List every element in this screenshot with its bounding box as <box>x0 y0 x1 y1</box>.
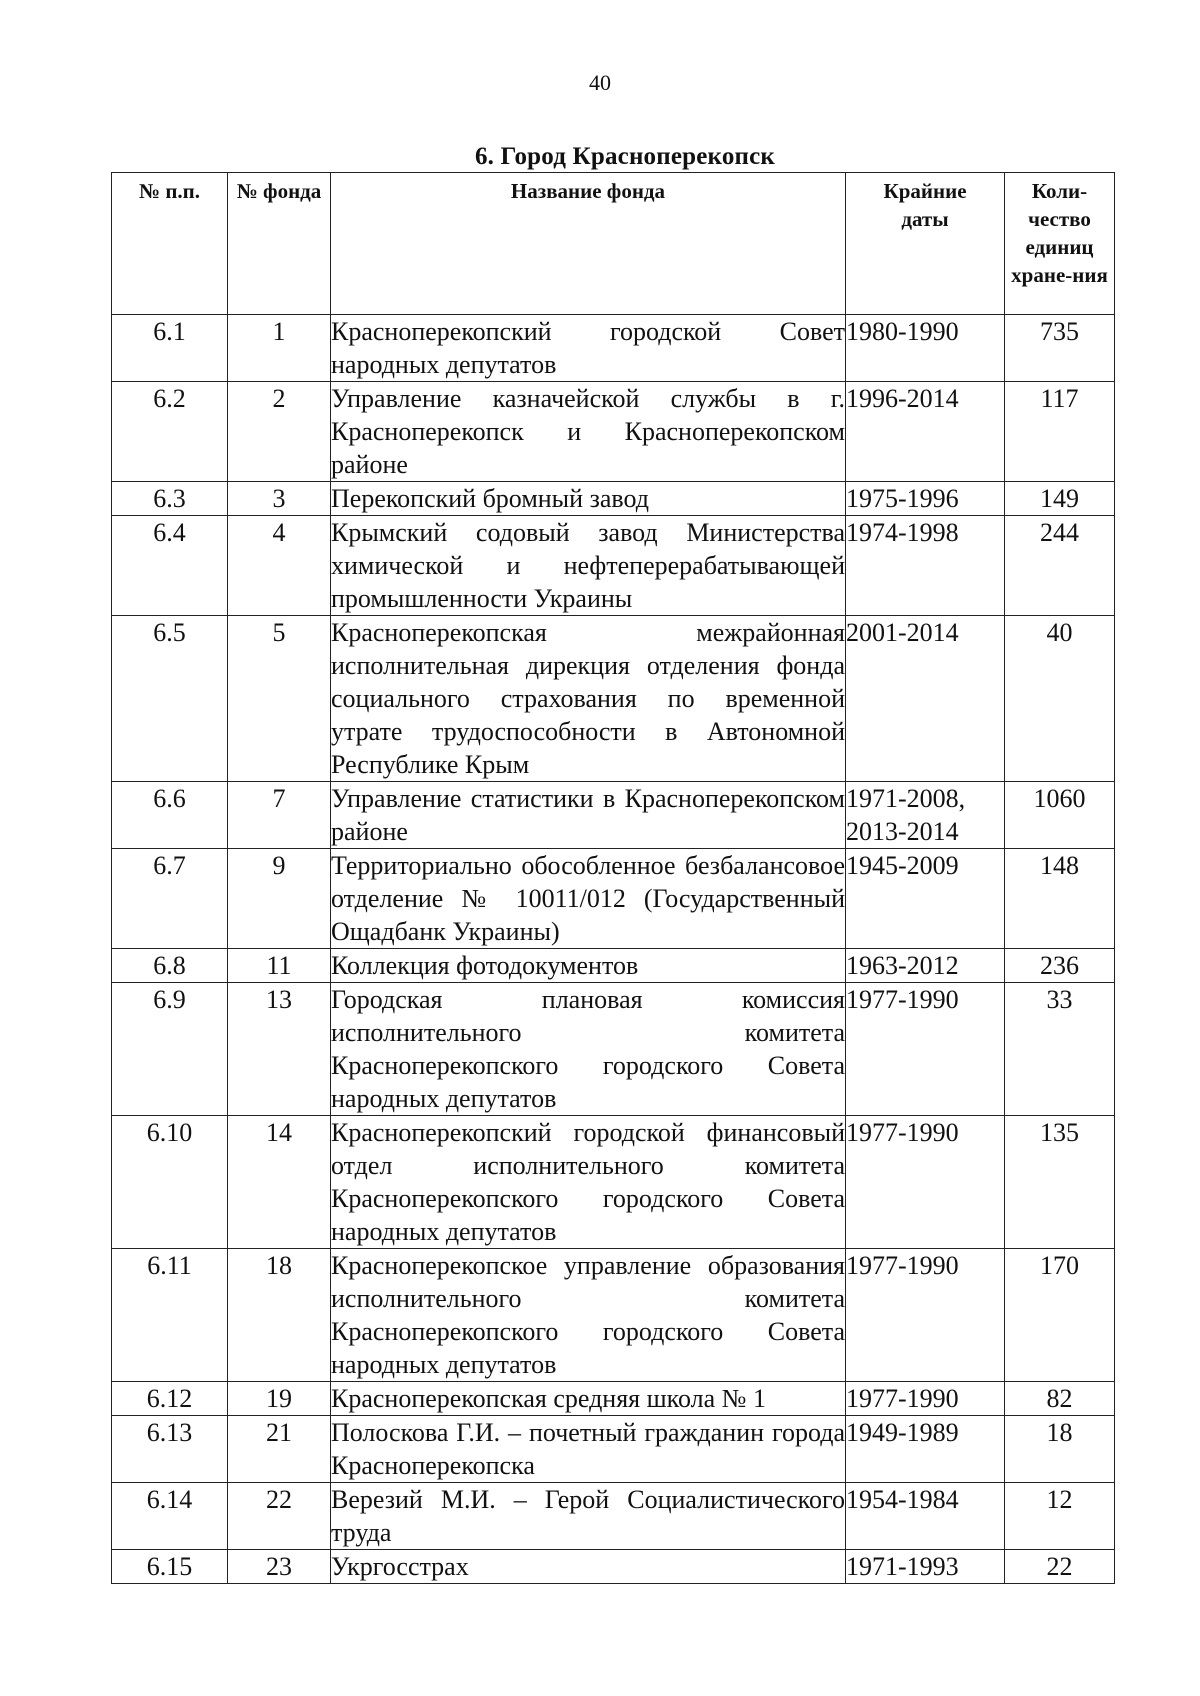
cell-fund-name: Красноперекопская межрайонная исполнительная дирекция отделения фонда социального страхования по временной утрате трудоспособности в Автономной Республике Крым <box>331 616 846 782</box>
table-row <box>112 616 1115 782</box>
cell-fund: 4 <box>228 516 331 616</box>
fonds-table <box>111 172 1115 1584</box>
cell-quantity: 18 <box>1005 1416 1115 1483</box>
table-row <box>112 1550 1115 1584</box>
cell-fund-name: Красноперекопское управление образования исполнительного комитета Красноперекопского городского Совета народных депутатов <box>331 1249 846 1382</box>
cell-quantity: 148 <box>1005 849 1115 949</box>
cell-num: 6.5 <box>112 616 228 782</box>
cell-dates: 1977-1990 <box>846 1249 1005 1382</box>
table-row <box>112 1483 1115 1550</box>
cell-num: 6.14 <box>112 1483 228 1550</box>
table-row <box>112 849 1115 949</box>
cell-quantity: 12 <box>1005 1483 1115 1550</box>
cell-quantity: 82 <box>1005 1382 1115 1416</box>
cell-num: 6.9 <box>112 983 228 1116</box>
header-fund: № фонда <box>228 173 331 315</box>
page-number: 40 <box>589 70 611 95</box>
cell-fund: 1 <box>228 315 331 382</box>
cell-fund: 13 <box>228 983 331 1116</box>
cell-quantity: 1060 <box>1005 782 1115 849</box>
cell-fund: 21 <box>228 1416 331 1483</box>
cell-dates: 2001-2014 <box>846 616 1005 782</box>
cell-quantity: 117 <box>1005 382 1115 482</box>
cell-fund-name: Городская плановая комиссия исполнительного комитета Красноперекопского городского Совета народных депутатов <box>331 983 846 1116</box>
cell-num: 6.15 <box>112 1550 228 1584</box>
cell-dates: 1977-1990 <box>846 1382 1005 1416</box>
cell-dates: 1977-1990 <box>846 983 1005 1116</box>
cell-quantity: 22 <box>1005 1550 1115 1584</box>
table-row <box>112 382 1115 482</box>
cell-fund-name: Коллекция фотодокументов <box>331 949 846 983</box>
cell-dates: 1974-1998 <box>846 516 1005 616</box>
cell-num: 6.4 <box>112 516 228 616</box>
cell-dates: 1954-1984 <box>846 1483 1005 1550</box>
cell-fund: 19 <box>228 1382 331 1416</box>
cell-dates: 1996-2014 <box>846 382 1005 482</box>
cell-num: 6.10 <box>112 1116 228 1249</box>
cell-fund-name: Крымский содовый завод Министерства химической и нефтеперерабатывающей промышленности Украины <box>331 516 846 616</box>
cell-quantity: 735 <box>1005 315 1115 382</box>
cell-quantity: 149 <box>1005 482 1115 516</box>
cell-fund-name: Укргосстрах <box>331 1550 846 1584</box>
cell-dates: 1980-1990 <box>846 315 1005 382</box>
cell-dates: 1949-1989 <box>846 1416 1005 1483</box>
cell-fund-name: Перекопский бромный завод <box>331 482 846 516</box>
cell-num: 6.2 <box>112 382 228 482</box>
cell-num: 6.1 <box>112 315 228 382</box>
table-row <box>112 516 1115 616</box>
cell-fund-name: Красноперекопский городской финансовый отдел исполнительного комитета Красноперекопского городского Совета народных депутатов <box>331 1116 846 1249</box>
cell-fund: 5 <box>228 616 331 782</box>
cell-fund: 2 <box>228 382 331 482</box>
cell-num: 6.13 <box>112 1416 228 1483</box>
cell-fund: 23 <box>228 1550 331 1584</box>
table-body <box>112 315 1115 1584</box>
cell-fund: 9 <box>228 849 331 949</box>
cell-fund-name: Красноперекопская средняя школа № 1 <box>331 1382 846 1416</box>
cell-fund: 14 <box>228 1116 331 1249</box>
cell-dates: 1963-2012 <box>846 949 1005 983</box>
cell-quantity: 135 <box>1005 1116 1115 1249</box>
cell-dates: 1945-2009 <box>846 849 1005 949</box>
cell-quantity: 244 <box>1005 516 1115 616</box>
cell-fund-name: Красноперекопский городской Совет народных депутатов <box>331 315 846 382</box>
table-row <box>112 315 1115 382</box>
cell-fund-name: Управление казначейской службы в г. Красноперекопск и Красноперекопском районе <box>331 382 846 482</box>
table-row <box>112 1416 1115 1483</box>
table-row <box>112 1116 1115 1249</box>
table-row <box>112 1249 1115 1382</box>
cell-fund-name: Управление статистики в Красноперекопском районе <box>331 782 846 849</box>
header-qty: Коли-чество единиц хране-ния <box>1005 173 1115 315</box>
cell-fund: 3 <box>228 482 331 516</box>
header-dates: Крайние даты <box>846 173 1005 315</box>
header-name: Название фонда <box>331 173 846 315</box>
cell-fund: 7 <box>228 782 331 849</box>
table-header-row <box>112 173 1115 315</box>
cell-fund: 22 <box>228 1483 331 1550</box>
table-row <box>112 949 1115 983</box>
header-num: № п.п. <box>112 173 228 315</box>
cell-fund: 18 <box>228 1249 331 1382</box>
table-row <box>112 983 1115 1116</box>
table-row <box>112 1382 1115 1416</box>
cell-num: 6.12 <box>112 1382 228 1416</box>
cell-num: 6.7 <box>112 849 228 949</box>
cell-num: 6.6 <box>112 782 228 849</box>
cell-fund-name: Территориально обособленное безбалансовое отделение № 10011/012 (Государственный Ощадбанк Украины) <box>331 849 846 949</box>
table-row <box>112 482 1115 516</box>
cell-dates: 1971-2008, 2013-2014 <box>846 782 1005 849</box>
cell-num: 6.3 <box>112 482 228 516</box>
cell-quantity: 236 <box>1005 949 1115 983</box>
table-row <box>112 782 1115 849</box>
cell-quantity: 40 <box>1005 616 1115 782</box>
cell-quantity: 170 <box>1005 1249 1115 1382</box>
cell-dates: 1977-1990 <box>846 1116 1005 1249</box>
cell-dates: 1971-1993 <box>846 1550 1005 1584</box>
cell-num: 6.11 <box>112 1249 228 1382</box>
cell-num: 6.8 <box>112 949 228 983</box>
cell-dates: 1975-1996 <box>846 482 1005 516</box>
cell-quantity: 33 <box>1005 983 1115 1116</box>
cell-fund: 11 <box>228 949 331 983</box>
cell-fund-name: Верезий М.И. – Герой Социалистического труда <box>331 1483 846 1550</box>
cell-fund-name: Полоскова Г.И. – почетный гражданин города Красноперекопска <box>331 1416 846 1483</box>
section-title: 6. Город Красноперекопск <box>474 143 776 170</box>
